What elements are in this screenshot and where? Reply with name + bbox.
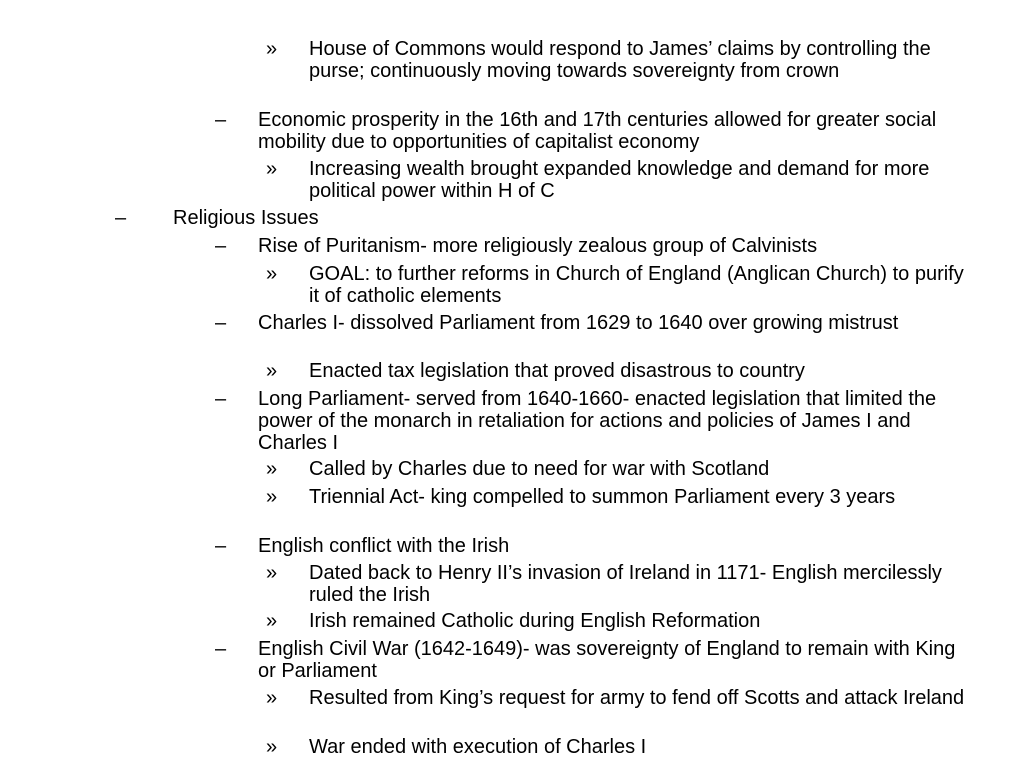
bullet-text: Resulted from King’s request for army to fend off Scotts and attack Ireland <box>309 687 965 709</box>
bullet-marker: » <box>266 360 278 382</box>
bullet-marker: – <box>115 207 127 229</box>
bullet-marker: » <box>266 562 278 584</box>
bullet-text: Long Parliament- served from 1640-1660- enacted legislation that limited the power of the monarch in retaliation for actions and policies of James I and Charles I <box>258 388 937 454</box>
bullet-text: GOAL: to further reforms in Church of England (Anglican Church) to purify it of catholic elements <box>309 263 964 307</box>
bullet-text: Charles I- dissolved Parliament from 1629 to 1640 over growing mistrust <box>258 312 899 334</box>
bullet-marker: » <box>266 736 278 758</box>
bullet-text: Triennial Act- king compelled to summon Parliament every 3 years <box>309 486 896 508</box>
bullet-marker: – <box>215 638 227 660</box>
bullet-text: English Civil War (1642-1649)- was sovereignty of England to remain with King or Parliament <box>258 638 956 682</box>
bullet-text: English conflict with the Irish <box>258 535 510 557</box>
bullet-marker: » <box>266 486 278 508</box>
bullet-text: War ended with execution of Charles I <box>309 736 647 758</box>
bullet-marker: » <box>266 610 278 632</box>
bullet-marker: » <box>266 458 278 480</box>
bullet-marker: » <box>266 38 278 60</box>
bullet-text: Enacted tax legislation that proved disastrous to country <box>309 360 805 382</box>
bullet-text: Dated back to Henry II’s invasion of Ireland in 1171- English mercilessly ruled the Irish <box>309 562 942 606</box>
bullet-text: Irish remained Catholic during English Reformation <box>309 610 761 632</box>
bullet-text: Increasing wealth brought expanded knowledge and demand for more political power within H of C <box>309 158 930 202</box>
bullet-marker: » <box>266 263 278 285</box>
bullet-marker: – <box>215 312 227 334</box>
bullet-text: Religious Issues <box>173 207 319 229</box>
bullet-text: Called by Charles due to need for war with Scotland <box>309 458 770 480</box>
bullet-marker: – <box>215 388 227 410</box>
bullet-marker: – <box>215 109 227 131</box>
bullet-marker: » <box>266 687 278 709</box>
bullet-text: House of Commons would respond to James’ claims by controlling the purse; continuously moving towards sovereignty from crown <box>309 38 931 82</box>
bullet-text: Economic prosperity in the 16th and 17th centuries allowed for greater social mobility due to opportunities of capitalist economy <box>258 109 937 153</box>
bullet-marker: – <box>215 235 227 257</box>
bullet-marker: – <box>215 535 227 557</box>
bullet-text: Rise of Puritanism- more religiously zealous group of Calvinists <box>258 235 818 257</box>
bullet-marker: » <box>266 158 278 180</box>
